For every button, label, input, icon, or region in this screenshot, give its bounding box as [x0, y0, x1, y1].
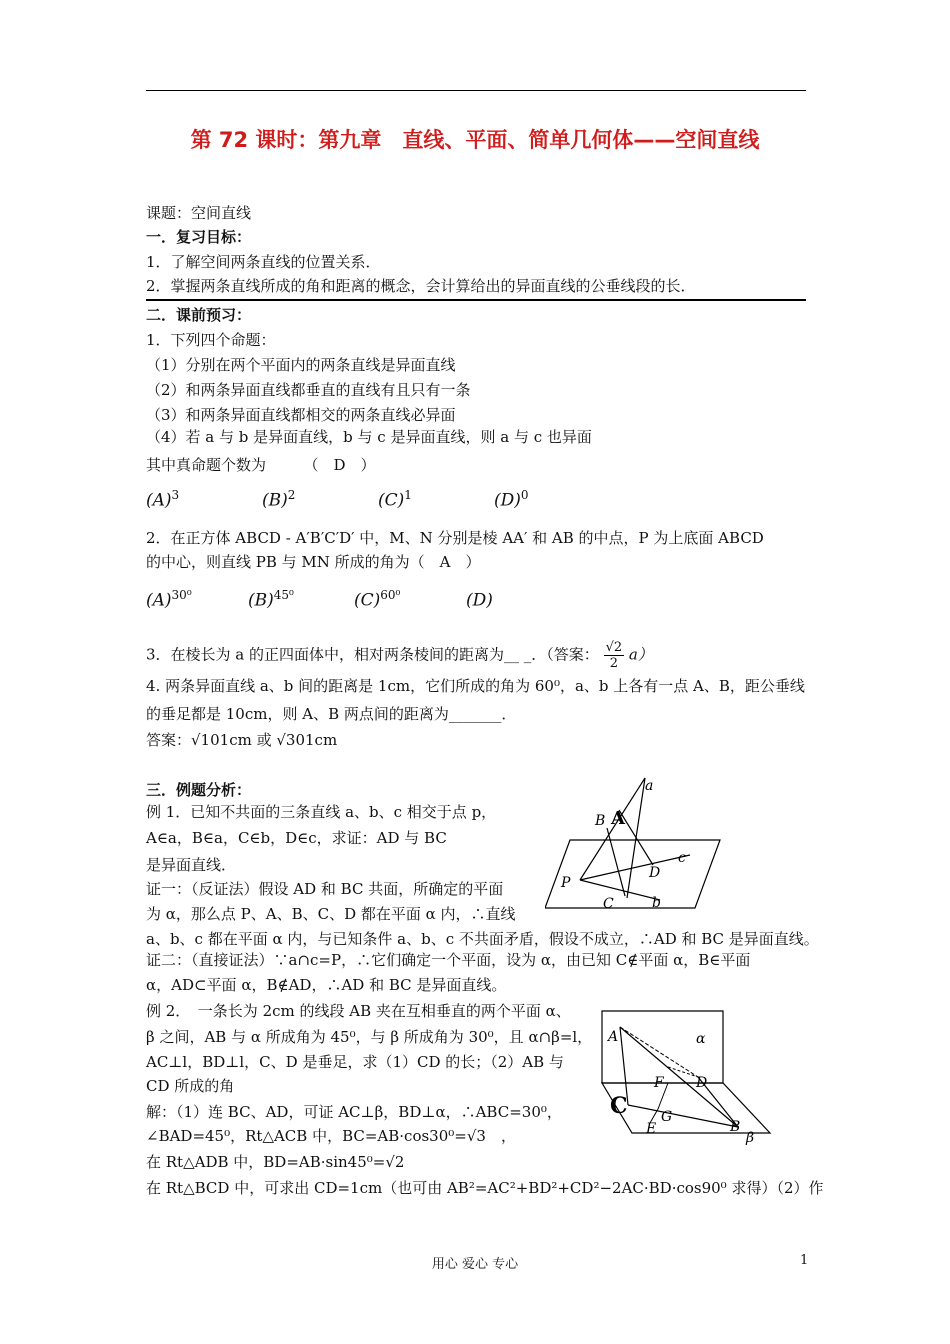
q4-answer: 答案：√101cm 或 √301cm: [146, 731, 338, 749]
ex2-line-4: CD 所成的角: [146, 1077, 235, 1095]
q2-option-c: $(C)^{60^0}$: [354, 588, 401, 611]
q1-proposition-2: （2）和两条异面直线都垂直的直线有且只有一条: [146, 381, 471, 399]
q1-proposition-4: （4）若 a 与 b 是异面直线，b 与 c 是异面直线，则 a 与 c 也异面: [146, 428, 592, 446]
ex2-line-5: 解：（1）连 BC、AD，可证 AC⊥β，BD⊥α，∴ABC=30⁰，: [146, 1103, 562, 1121]
section-2-heading: 二．课前预习：: [146, 306, 252, 324]
label-A: A: [611, 808, 625, 829]
q1-option-a: $(A)^3$: [146, 488, 180, 511]
ex2-line-1: 例 2． 一条长为 2cm 的线段 AB 夹在互相垂直的两个平面 α、: [146, 1002, 571, 1020]
q2-option-b: $(B)^{45^0}$: [248, 588, 294, 611]
q3-line: [146, 640, 653, 671]
label-alpha: α: [696, 1031, 706, 1047]
page-footer: 用心 爱心 专心: [431, 1257, 519, 1272]
q4-line-2: 的垂足都是 10cm，则 A、B 两点间的距离为_______．: [146, 705, 517, 723]
q3-text: 3．在棱长为 a 的正四面体中，相对两条棱间的距离为__ _．（答案：: [146, 645, 599, 664]
segment-bc: [607, 828, 625, 896]
q1-proposition-1: （1）分别在两个平面内的两条直线是异面直线: [146, 356, 456, 374]
segment-cb: [628, 1105, 738, 1127]
label-beta: β: [746, 1130, 755, 1145]
label-C: C: [603, 896, 614, 912]
line-c: [580, 855, 690, 880]
ex1-line-2: A∈a，B∈a，C∈b，D∈c，求证：AD 与 BC: [146, 829, 447, 847]
page-number: 1: [800, 1253, 809, 1268]
line-a: [580, 778, 645, 880]
ex1-line-5: 为 α，那么点 P、A、B、C、D 都在平面 α 内，∴直线: [146, 905, 516, 923]
q1-proposition-3: （3）和两条异面直线都相交的两条直线必异面: [146, 406, 456, 424]
label-b: b: [652, 895, 661, 911]
q1-stem: 1．下列四个命题：: [146, 331, 276, 349]
q3-fraction: [604, 640, 625, 671]
ex1-line-8: α，AD⊂平面 α，B∉AD，∴AD 和 BC 是异面直线。: [146, 976, 507, 994]
label-B: B: [730, 1119, 741, 1135]
q2-option-d: (D): [466, 590, 493, 611]
plane-alpha-parallelogram: [545, 840, 720, 908]
q1-option-b: $(B)^2$: [262, 488, 296, 511]
label-G: G: [661, 1109, 673, 1125]
label-P: P: [561, 875, 571, 891]
plane-alpha: [602, 1011, 723, 1083]
figure-2-diagram: [598, 1005, 780, 1145]
label-A: A: [608, 1029, 619, 1045]
q3-fraction-denominator: 2: [609, 656, 618, 671]
q4-line-1: 4. 两条异面直线 a、b 间的距离是 1cm，它们所成的角为 60⁰，a、b 上各有一点 A、B，距公垂线: [146, 677, 805, 695]
line-b: [580, 880, 660, 900]
objective-1: 1．了解空间两条直线的位置关系．: [146, 253, 381, 271]
q3-fraction-numerator: √2: [605, 640, 623, 655]
label-c: c: [678, 850, 686, 866]
objective-2: 2．掌握两条直线所成的角和距离的概念，会计算给出的异面直线的公垂线段的长．: [146, 277, 696, 295]
ex1-line-7: 证二：（直接证法）∵a∩c=P，∴它们确定一个平面，设为 α，由已知 C∉平面 α，B∈平面: [146, 951, 751, 969]
topic: 课题：空间直线: [146, 204, 252, 222]
q1-question: 其中真命题个数为 （ D ）: [146, 456, 376, 474]
ex1-line-4: 证一：（反证法）假设 AD 和 BC 共面，所确定的平面: [146, 880, 504, 898]
segment-ab: [620, 1027, 738, 1127]
page-title: 第 72 课时：第九章 直线、平面、简单几何体——空间直线: [190, 128, 760, 152]
label-D: D: [696, 1075, 708, 1091]
ex2-line-6: ∠BAD=45⁰，Rt△ACB 中，BC=AB·cos30⁰=√3 ，: [146, 1127, 516, 1145]
label-D: D: [649, 865, 661, 881]
q1-option-d: $(D)^0$: [494, 488, 529, 511]
section-3-heading: 三．例题分析：: [146, 781, 252, 799]
label-B: B: [595, 813, 606, 829]
ex2-line-2: β 之间，AB 与 α 所成角为 45⁰，与 β 所成角为 30⁰，且 α∩β=l，: [146, 1028, 593, 1046]
ex1-line-6: a、b、c 都在平面 α 内，与已知条件 a、b、c 不共面矛盾，假设不成立，∴AD 和 BC 是异面直线。: [146, 930, 819, 948]
ex2-line-3: AC⊥l，BD⊥l，C、D 是垂足，求（1）CD 的长；（2）AB 与: [146, 1053, 564, 1071]
q3-tail: a）: [628, 645, 653, 664]
q1-option-c: $(C)^1$: [378, 488, 412, 511]
ex2-line-7: 在 Rt△ADB 中，BD=AB·sin45⁰=√2: [146, 1153, 405, 1171]
ex1-line-1: 例 1．已知不共面的三条直线 a、b、c 相交于点 p，: [146, 803, 497, 821]
label-a: a: [645, 778, 654, 794]
ex1-line-3: 是异面直线．: [146, 856, 237, 874]
q2-line-1: 2．在正方体 ABCD - A′B′C′D′ 中，M、N 分别是棱 AA′ 和 AB 的中点，P 为上底面 ABCD: [146, 529, 764, 547]
ex2-line-8: 在 Rt△BCD 中，可求出 CD=1cm（也可由 AB²=AC²+BD²+CD²−2AC·BD·cos90⁰ 求得）（2）作: [146, 1179, 824, 1197]
q2-line-2: 的中心，则直线 PB 与 MN 所成的角为（ A ）: [146, 553, 481, 571]
figure-1-diagram: [545, 770, 735, 912]
label-E: E: [646, 1121, 657, 1137]
section-divider: [146, 299, 806, 301]
header-rule: [146, 90, 806, 91]
q2-option-a: $(A)^{30^0}$: [146, 588, 192, 611]
label-C: C: [610, 1093, 628, 1119]
segment-ad: [620, 1027, 698, 1077]
label-F: F: [654, 1075, 664, 1091]
section-1-heading: 一．复习目标：: [146, 228, 252, 246]
